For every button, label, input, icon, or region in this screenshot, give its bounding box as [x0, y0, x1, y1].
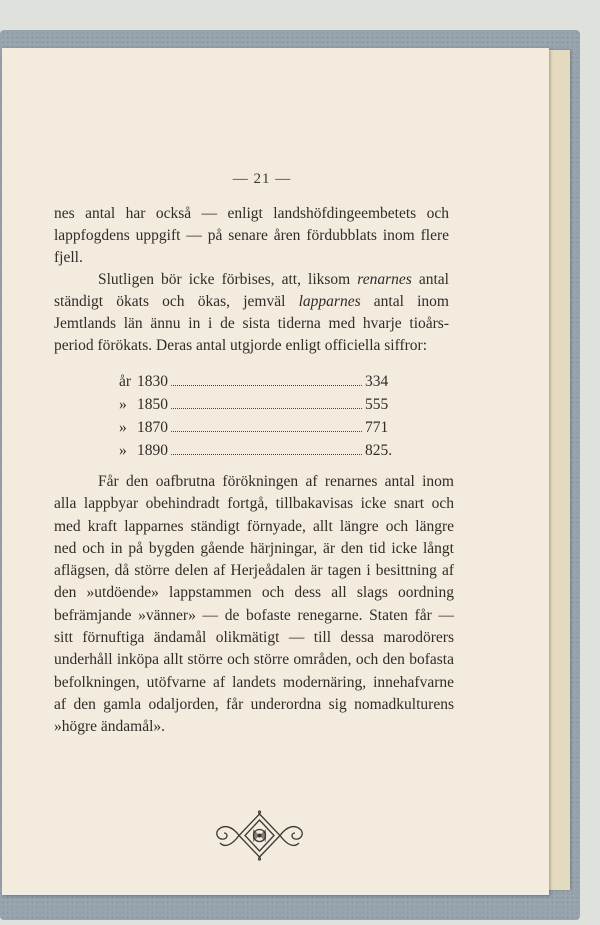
row-prefix: » [119, 442, 127, 459]
paragraph-text: antal inom Jemtlands län ännu in i de sista tiderna med hvarje tioårs-period förökats. Deras antal utgjorde enligt officiella siffror: [54, 293, 449, 354]
row-year: 1890 [137, 442, 168, 459]
row-prefix: år [119, 373, 132, 390]
emphasis-lapparnes: lapparnes [298, 293, 361, 310]
dot-leader [171, 442, 362, 455]
row-value: 555 [365, 396, 389, 413]
row-year: 1870 [137, 419, 168, 436]
paragraph-text: antal ständigt ökats och ökas, jemväl [54, 271, 449, 310]
dot-leader [171, 396, 362, 409]
page-number: — 21 — [232, 171, 292, 187]
row-value: 771 [365, 419, 389, 436]
row-year: 1850 [137, 396, 168, 413]
dot-leader [171, 373, 362, 386]
row-prefix: » [119, 396, 127, 413]
population-figures-table [119, 373, 399, 465]
emphasis-renarnes: renarnes [357, 271, 412, 288]
book-page [2, 48, 549, 895]
paragraph-text: Slutligen bör icke förbises, att, liksom [98, 271, 358, 288]
figures-row [119, 419, 399, 442]
paragraph-far-den: Får den oafbrutna förökningen af renarnes antal inom alla lappbyar obehindradt fortgå, tillbakavisas icke snart och med kraft lapparnes ständigt förnyade, allt längre och längre ned och in på bygden gående härjningar, är den tid icke långt aflägsen, då större delen af Herjeådalen är tagen i besittning af den »utdöende» lappstammen och dess all slags oordning befrämjande »vänner» — de bofaste renegarne. Staten får — sitt förnuftiga ändamål olikmätigt — till dessa marodörers underhåll inköpa allt större och större områden, och den bofasta befolkningen, utöfvarne af landets modernäring, innehafvarne af den gamla odaljorden, får underordna sig nomadkulturens »högre ändamål». [54, 473, 454, 736]
figures-row [119, 442, 399, 465]
row-year: 1830 [137, 373, 168, 390]
ornament-icon [212, 808, 307, 863]
figures-row [119, 373, 399, 396]
paragraph-slutligen [54, 269, 449, 357]
text-block-bottom [54, 471, 454, 739]
figures-row [119, 396, 399, 419]
row-value: 334 [365, 373, 389, 390]
paragraph-continuation: nes antal har också — enligt landshöfdingeembetets och lappfogdens uppgift — på senare åren fördubblats inom flere fjell. [54, 205, 449, 266]
dot-leader [171, 419, 362, 432]
row-value: 825. [365, 442, 393, 459]
row-prefix: » [119, 419, 127, 436]
text-block-top [54, 203, 449, 357]
